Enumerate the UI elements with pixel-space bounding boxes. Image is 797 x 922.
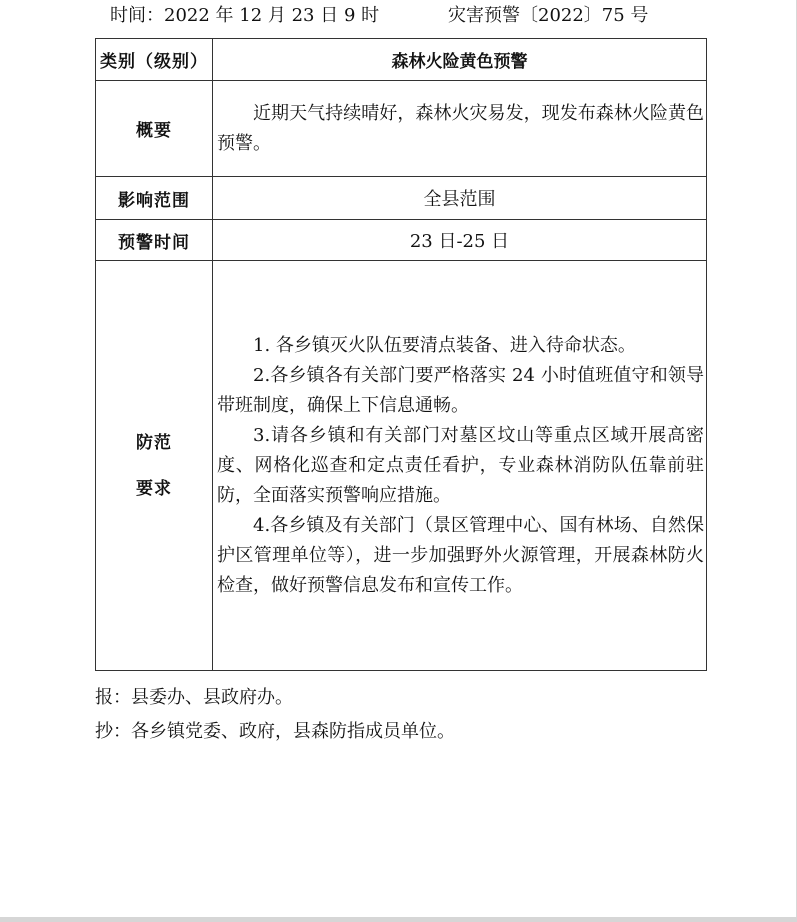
measure-item-3: 3.请各乡镇和有关部门对墓区坟山等重点区域开展高密度、网格化巡查和定点责任看护，专业森林消防队伍靠前驻防，全面落实预警响应措施。 xyxy=(217,424,704,506)
period-value: 23 日-25 日 xyxy=(213,220,707,261)
scope-label: 影响范围 xyxy=(96,177,213,220)
warning-table xyxy=(95,38,707,671)
measure-item-4: 4.各乡镇及有关部门（景区管理中心、国有林场、自然保护区管理单位等），进一步加强野外火源管理，开展森林防火检查，做好预警信息发布和宣传工作。 xyxy=(217,514,704,596)
measures-label-line2: 要求 xyxy=(136,478,172,499)
category-row xyxy=(96,39,707,81)
document-header xyxy=(110,4,730,28)
measure-item-2: 2.各乡镇各有关部门要严格落实 24 小时值班值守和领导带班制度，确保上下信息通畅。 xyxy=(217,364,704,416)
summary-cell xyxy=(213,81,707,177)
summary-label: 概要 xyxy=(96,81,213,177)
summary-text: 近期天气持续晴好，森林火灾易发，现发布森林火险黄色预警。 xyxy=(217,102,704,154)
report-to-line: 报：县委办、县政府办。 xyxy=(95,687,293,708)
copy-to-line: 抄：各乡镇党委、政府，县森防指成员单位。 xyxy=(95,721,455,742)
period-label: 预警时间 xyxy=(96,220,213,261)
category-value: 森林火险黄色预警 xyxy=(213,39,707,81)
page-bottom-band xyxy=(0,917,797,922)
measures-row xyxy=(96,261,707,671)
document-number: 灾害预警〔2022〕75 号 xyxy=(448,5,649,26)
issue-time: 时间：2022 年 12 月 23 日 9 时 xyxy=(110,5,380,26)
period-row xyxy=(96,220,707,261)
scope-value: 全县范围 xyxy=(213,177,707,220)
measures-label xyxy=(96,261,213,671)
measures-cell xyxy=(213,261,707,671)
summary-row xyxy=(96,81,707,177)
category-label: 类别（级别） xyxy=(96,39,213,81)
measure-item-1: 1. 各乡镇灭火队伍要清点装备、进入待命状态。 xyxy=(253,334,636,356)
scope-row xyxy=(96,177,707,220)
measures-label-line1: 防范 xyxy=(136,432,172,453)
